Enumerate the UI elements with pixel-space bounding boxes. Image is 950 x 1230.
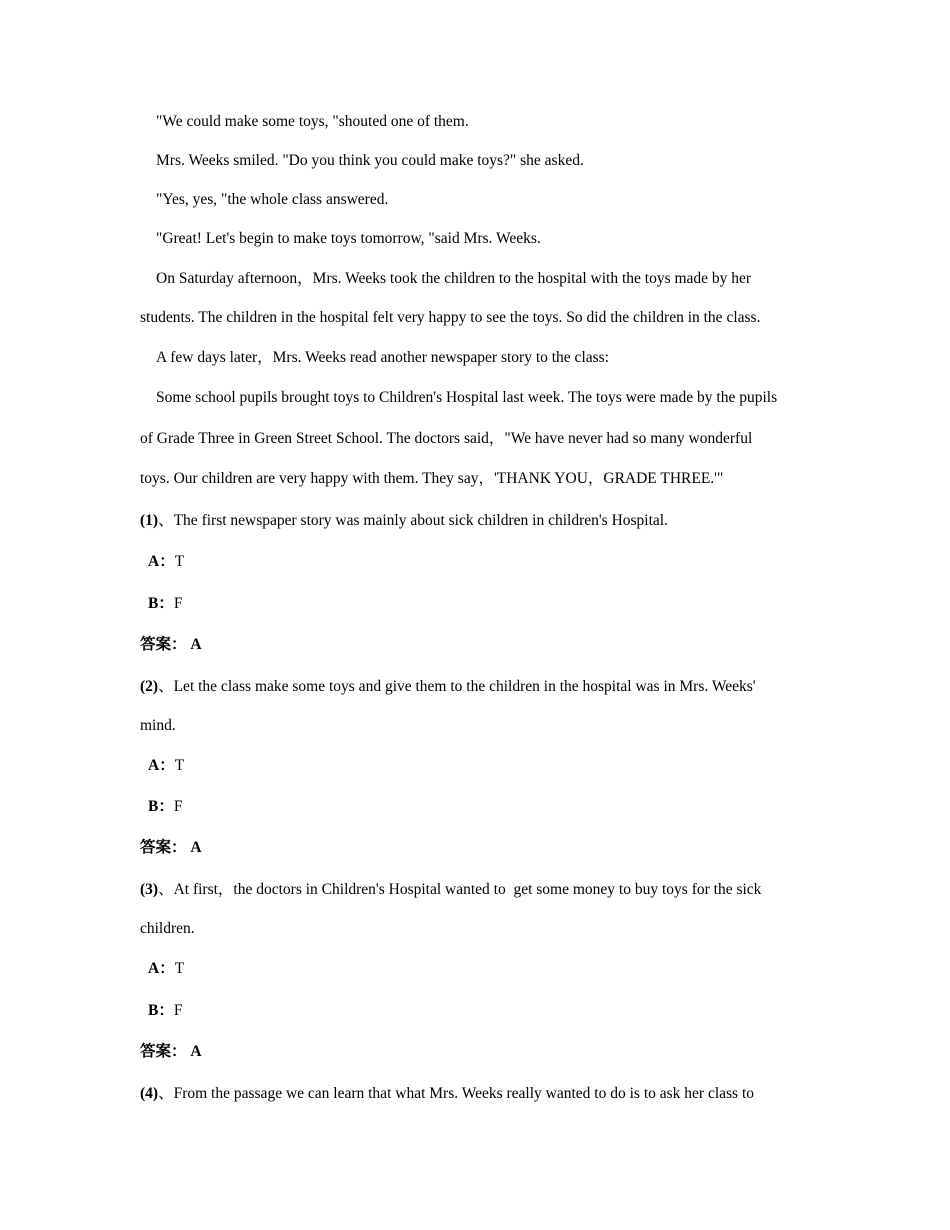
passage-paragraph-7-line-2: of Grade Three in Green Street School. The doctors said，"We have never had so many wonderful [140, 430, 753, 447]
question-2 [140, 677, 756, 697]
option-text: F [173, 798, 183, 815]
option-b [148, 797, 182, 817]
answer-value: A [190, 839, 202, 856]
question-separator: 、 [158, 512, 174, 529]
option-label: B： [148, 798, 174, 815]
question-text: The first newspaper story was mainly about sick children in children's Hospital. [173, 512, 668, 529]
question-number: (1) [140, 512, 159, 529]
question-3-continuation: children. [140, 920, 195, 937]
question-number: (4) [140, 1085, 159, 1102]
option-a [148, 756, 184, 776]
question-text: At first，the doctors in Children's Hospital wanted to get some money to buy toys for the sick [173, 881, 762, 898]
option-label: A： [148, 757, 175, 774]
option-text: F [173, 595, 183, 612]
passage-paragraph-6: A few days later，Mrs. Weeks read another newspaper story to the class: [156, 349, 609, 366]
passage-paragraph-4: "Great! Let's begin to make toys tomorrow, "said Mrs. Weeks. [156, 230, 541, 247]
answer-line [140, 1042, 202, 1062]
option-b [148, 594, 182, 614]
passage-paragraph-3: "Yes, yes, "the whole class answered. [156, 191, 389, 208]
answer-line [140, 635, 202, 655]
option-a [148, 959, 184, 979]
question-1 [140, 511, 668, 531]
option-text: F [173, 1002, 183, 1019]
passage-paragraph-7-line-3: toys. Our children are very happy with them. They say，'THANK YOU，GRADE THREE.'" [140, 470, 724, 487]
question-4 [140, 1084, 754, 1104]
answer-label: 答案： [140, 636, 187, 653]
answer-line [140, 838, 202, 858]
question-number: (3) [140, 881, 159, 898]
option-label: B： [148, 595, 174, 612]
question-text: Let the class make some toys and give them to the children in the hospital was in Mrs. Weeks' [173, 678, 756, 695]
question-3 [140, 880, 761, 900]
option-text: T [174, 553, 185, 570]
option-text: T [174, 960, 185, 977]
question-separator: 、 [158, 678, 174, 695]
option-label: A： [148, 960, 175, 977]
option-b [148, 1001, 182, 1021]
option-label: B： [148, 1002, 174, 1019]
answer-value: A [190, 1043, 202, 1060]
answer-label: 答案： [140, 1043, 187, 1060]
answer-value: A [190, 636, 202, 653]
option-a [148, 552, 184, 572]
question-number: (2) [140, 678, 159, 695]
option-label: A： [148, 553, 175, 570]
passage-paragraph-2: Mrs. Weeks smiled. "Do you think you could make toys?" she asked. [156, 152, 584, 169]
passage-paragraph-1: "We could make some toys, "shouted one of them. [156, 113, 469, 130]
question-2-continuation: mind. [140, 717, 176, 734]
question-separator: 、 [158, 881, 174, 898]
passage-paragraph-7-line-1: Some school pupils brought toys to Children's Hospital last week. The toys were made by the pupils [156, 389, 778, 406]
option-text: T [174, 757, 185, 774]
question-separator: 、 [158, 1085, 174, 1102]
question-text: From the passage we can learn that what Mrs. Weeks really wanted to do is to ask her class to [173, 1085, 755, 1102]
answer-label: 答案： [140, 839, 187, 856]
passage-paragraph-5-line-1: On Saturday afternoon，Mrs. Weeks took the children to the hospital with the toys made by her [156, 270, 752, 287]
passage-paragraph-5-line-2: students. The children in the hospital felt very happy to see the toys. So did the children in the class. [140, 309, 761, 326]
